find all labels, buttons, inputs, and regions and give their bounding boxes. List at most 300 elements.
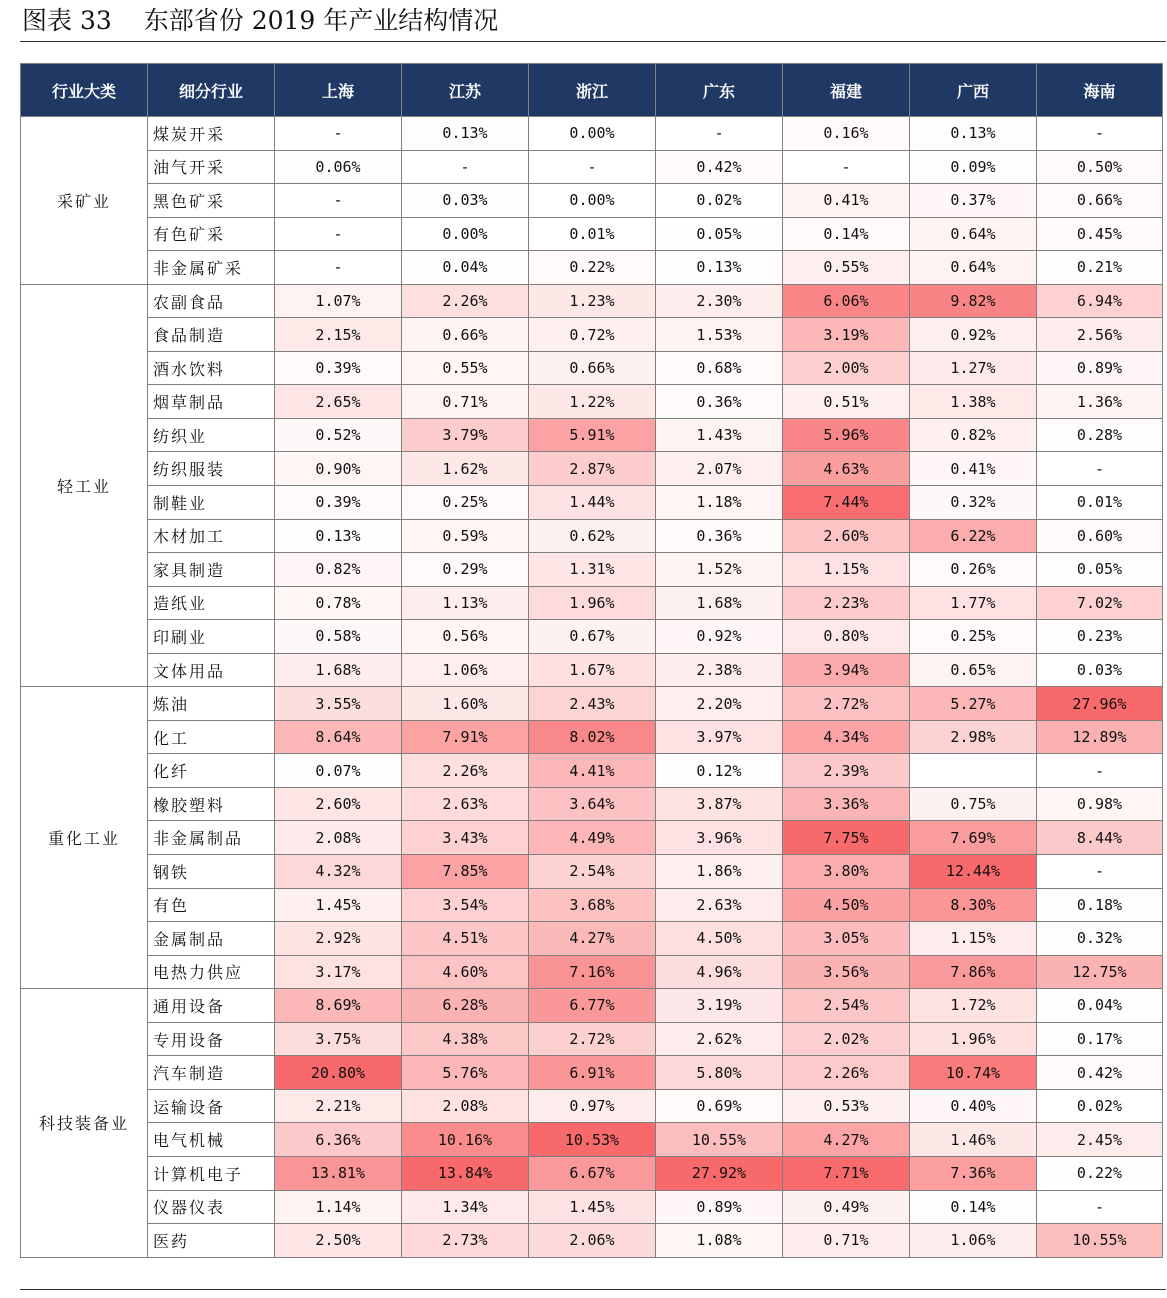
- value-cell: 6.36%: [275, 1123, 402, 1157]
- value-cell: 0.01%: [529, 217, 656, 251]
- value-cell: 0.52%: [275, 418, 402, 452]
- value-cell: 7.69%: [910, 821, 1037, 855]
- value-cell: 0.55%: [402, 351, 529, 385]
- header-row: [21, 64, 1163, 117]
- value-cell: 0.51%: [783, 385, 910, 419]
- value-cell: 1.44%: [529, 486, 656, 520]
- header-cell: 行业大类: [21, 64, 148, 117]
- value-cell: 7.85%: [402, 855, 529, 889]
- value-cell: 1.46%: [910, 1123, 1037, 1157]
- value-cell: 5.76%: [402, 1056, 529, 1090]
- value-cell: 0.36%: [656, 519, 783, 553]
- subindustry-cell: 造纸业: [148, 586, 275, 620]
- value-cell: 1.62%: [402, 452, 529, 486]
- value-cell: 0.09%: [910, 150, 1037, 184]
- value-cell: 0.21%: [1037, 251, 1163, 285]
- table-row: [21, 553, 1163, 587]
- table-row: [21, 1089, 1163, 1123]
- value-cell: 1.52%: [656, 553, 783, 587]
- value-cell: 0.13%: [656, 251, 783, 285]
- value-cell: -: [275, 184, 402, 218]
- value-cell: 0.00%: [529, 117, 656, 151]
- value-cell: 0.90%: [275, 452, 402, 486]
- value-cell: 2.54%: [529, 855, 656, 889]
- value-cell: 0.45%: [1037, 217, 1163, 251]
- table-row: [21, 653, 1163, 687]
- value-cell: 7.16%: [529, 955, 656, 989]
- value-cell: 0.16%: [783, 117, 910, 151]
- value-cell: 10.16%: [402, 1123, 529, 1157]
- value-cell: 7.71%: [783, 1156, 910, 1190]
- value-cell: 0.04%: [402, 251, 529, 285]
- value-cell: -: [275, 217, 402, 251]
- value-cell: 0.92%: [656, 620, 783, 654]
- value-cell: 2.38%: [656, 653, 783, 687]
- value-cell: 2.56%: [1037, 318, 1163, 352]
- value-cell: 1.18%: [656, 486, 783, 520]
- table-row: [21, 1156, 1163, 1190]
- value-cell: 0.72%: [529, 318, 656, 352]
- value-cell: 2.43%: [529, 687, 656, 721]
- value-cell: 0.13%: [910, 117, 1037, 151]
- value-cell: 2.20%: [656, 687, 783, 721]
- category-cell: 重化工业: [21, 687, 148, 989]
- value-cell: 0.01%: [1037, 486, 1163, 520]
- value-cell: 10.53%: [529, 1123, 656, 1157]
- value-cell: 6.77%: [529, 989, 656, 1023]
- value-cell: 0.37%: [910, 184, 1037, 218]
- subindustry-cell: 文体用品: [148, 653, 275, 687]
- subindustry-cell: 化工: [148, 720, 275, 754]
- value-cell: 0.80%: [783, 620, 910, 654]
- value-cell: 0.58%: [275, 620, 402, 654]
- value-cell: 0.32%: [910, 486, 1037, 520]
- value-cell: 2.72%: [783, 687, 910, 721]
- value-cell: 2.06%: [529, 1224, 656, 1258]
- value-cell: 0.13%: [402, 117, 529, 151]
- value-cell: 3.96%: [656, 821, 783, 855]
- value-cell: 3.43%: [402, 821, 529, 855]
- value-cell: 0.49%: [783, 1190, 910, 1224]
- table-row: [21, 955, 1163, 989]
- value-cell: 0.89%: [656, 1190, 783, 1224]
- top-rule: [20, 41, 1166, 42]
- value-cell: 2.07%: [656, 452, 783, 486]
- value-cell: 5.96%: [783, 418, 910, 452]
- value-cell: 3.17%: [275, 955, 402, 989]
- subindustry-cell: 炼油: [148, 687, 275, 721]
- value-cell: 1.53%: [656, 318, 783, 352]
- value-cell: 1.43%: [656, 418, 783, 452]
- table-row: [21, 989, 1163, 1023]
- value-cell: 0.42%: [656, 150, 783, 184]
- subindustry-cell: 专用设备: [148, 1022, 275, 1056]
- value-cell: 0.97%: [529, 1089, 656, 1123]
- value-cell: -: [1037, 1190, 1163, 1224]
- value-cell: 2.08%: [275, 821, 402, 855]
- table-row: [21, 720, 1163, 754]
- category-cell: 科技装备业: [21, 989, 148, 1257]
- header-cell: 江苏: [402, 64, 529, 117]
- category-cell: 轻工业: [21, 284, 148, 687]
- table-row: [21, 620, 1163, 654]
- value-cell: 13.84%: [402, 1156, 529, 1190]
- value-cell: 5.27%: [910, 687, 1037, 721]
- value-cell: 3.80%: [783, 855, 910, 889]
- subindustry-cell: 纺织业: [148, 418, 275, 452]
- value-cell: -: [275, 117, 402, 151]
- value-cell: 6.91%: [529, 1056, 656, 1090]
- value-cell: 3.19%: [783, 318, 910, 352]
- value-cell: 1.34%: [402, 1190, 529, 1224]
- value-cell: 0.56%: [402, 620, 529, 654]
- value-cell: 0.39%: [275, 351, 402, 385]
- table-row: [21, 821, 1163, 855]
- table-row: [21, 1190, 1163, 1224]
- value-cell: -: [1037, 117, 1163, 151]
- value-cell: 0.29%: [402, 553, 529, 587]
- subindustry-cell: 家具制造: [148, 553, 275, 587]
- value-cell: 4.96%: [656, 955, 783, 989]
- value-cell: 2.23%: [783, 586, 910, 620]
- table-row: [21, 1123, 1163, 1157]
- value-cell: 8.30%: [910, 888, 1037, 922]
- figure-number: 图表 33: [22, 6, 112, 35]
- value-cell: 0.26%: [910, 553, 1037, 587]
- value-cell: 0.65%: [910, 653, 1037, 687]
- value-cell: 13.81%: [275, 1156, 402, 1190]
- value-cell: 0.60%: [1037, 519, 1163, 553]
- value-cell: 1.23%: [529, 284, 656, 318]
- value-cell: 2.63%: [656, 888, 783, 922]
- table-row: [21, 418, 1163, 452]
- value-cell: 0.64%: [910, 251, 1037, 285]
- value-cell: 2.87%: [529, 452, 656, 486]
- value-cell: 4.27%: [529, 922, 656, 956]
- subindustry-cell: 金属制品: [148, 922, 275, 956]
- value-cell: 1.06%: [402, 653, 529, 687]
- value-cell: 0.62%: [529, 519, 656, 553]
- value-cell: 1.86%: [656, 855, 783, 889]
- value-cell: 1.68%: [656, 586, 783, 620]
- value-cell: 2.26%: [402, 754, 529, 788]
- figure-title: [22, 4, 498, 38]
- value-cell: 0.98%: [1037, 787, 1163, 821]
- value-cell: 1.07%: [275, 284, 402, 318]
- value-cell: 2.08%: [402, 1089, 529, 1123]
- value-cell: 3.19%: [656, 989, 783, 1023]
- value-cell: 0.32%: [1037, 922, 1163, 956]
- value-cell: 3.54%: [402, 888, 529, 922]
- subindustry-cell: 运输设备: [148, 1089, 275, 1123]
- value-cell: 3.64%: [529, 787, 656, 821]
- value-cell: 1.15%: [783, 553, 910, 587]
- value-cell: 7.75%: [783, 821, 910, 855]
- value-cell: 2.50%: [275, 1224, 402, 1258]
- value-cell: 6.67%: [529, 1156, 656, 1190]
- value-cell: 1.36%: [1037, 385, 1163, 419]
- value-cell: 4.50%: [656, 922, 783, 956]
- subindustry-cell: 钢铁: [148, 855, 275, 889]
- table-row: [21, 117, 1163, 151]
- value-cell: -: [656, 117, 783, 151]
- value-cell: 1.72%: [910, 989, 1037, 1023]
- value-cell: 12.89%: [1037, 720, 1163, 754]
- value-cell: [910, 754, 1037, 788]
- value-cell: 0.66%: [1037, 184, 1163, 218]
- value-cell: 8.64%: [275, 720, 402, 754]
- value-cell: -: [275, 251, 402, 285]
- value-cell: 0.00%: [402, 217, 529, 251]
- subindustry-cell: 非金属制品: [148, 821, 275, 855]
- value-cell: 9.82%: [910, 284, 1037, 318]
- value-cell: 0.07%: [275, 754, 402, 788]
- subindustry-cell: 印刷业: [148, 620, 275, 654]
- value-cell: 0.42%: [1037, 1056, 1163, 1090]
- value-cell: 2.62%: [656, 1022, 783, 1056]
- value-cell: 7.91%: [402, 720, 529, 754]
- value-cell: 7.86%: [910, 955, 1037, 989]
- value-cell: 3.05%: [783, 922, 910, 956]
- value-cell: 4.38%: [402, 1022, 529, 1056]
- subindustry-cell: 非金属矿采: [148, 251, 275, 285]
- value-cell: 4.50%: [783, 888, 910, 922]
- value-cell: 0.23%: [1037, 620, 1163, 654]
- value-cell: 0.75%: [910, 787, 1037, 821]
- value-cell: 2.54%: [783, 989, 910, 1023]
- value-cell: 1.77%: [910, 586, 1037, 620]
- value-cell: 0.89%: [1037, 351, 1163, 385]
- value-cell: 0.78%: [275, 586, 402, 620]
- value-cell: 0.06%: [275, 150, 402, 184]
- value-cell: 0.41%: [783, 184, 910, 218]
- table-row: [21, 687, 1163, 721]
- value-cell: 6.28%: [402, 989, 529, 1023]
- value-cell: 2.60%: [275, 787, 402, 821]
- value-cell: 5.80%: [656, 1056, 783, 1090]
- value-cell: 3.79%: [402, 418, 529, 452]
- value-cell: 3.87%: [656, 787, 783, 821]
- table-row: [21, 284, 1163, 318]
- value-cell: 3.75%: [275, 1022, 402, 1056]
- value-cell: 0.13%: [275, 519, 402, 553]
- table-row: [21, 385, 1163, 419]
- subindustry-cell: 油气开采: [148, 150, 275, 184]
- value-cell: 4.27%: [783, 1123, 910, 1157]
- subindustry-cell: 通用设备: [148, 989, 275, 1023]
- value-cell: 0.03%: [1037, 653, 1163, 687]
- value-cell: 8.02%: [529, 720, 656, 754]
- value-cell: 0.14%: [910, 1190, 1037, 1224]
- subindustry-cell: 农副食品: [148, 284, 275, 318]
- value-cell: 3.36%: [783, 787, 910, 821]
- value-cell: 2.73%: [402, 1224, 529, 1258]
- subindustry-cell: 橡胶塑料: [148, 787, 275, 821]
- subindustry-cell: 有色: [148, 888, 275, 922]
- bottom-rule: [20, 1289, 1166, 1290]
- value-cell: 3.97%: [656, 720, 783, 754]
- value-cell: 0.36%: [656, 385, 783, 419]
- value-cell: 0.05%: [1037, 553, 1163, 587]
- value-cell: 0.41%: [910, 452, 1037, 486]
- value-cell: 1.67%: [529, 653, 656, 687]
- value-cell: 10.55%: [656, 1123, 783, 1157]
- value-cell: 0.40%: [910, 1089, 1037, 1123]
- value-cell: -: [783, 150, 910, 184]
- value-cell: 0.82%: [910, 418, 1037, 452]
- value-cell: -: [529, 150, 656, 184]
- table-row: [21, 486, 1163, 520]
- subindustry-cell: 仪器仪表: [148, 1190, 275, 1224]
- value-cell: 7.02%: [1037, 586, 1163, 620]
- value-cell: 1.31%: [529, 553, 656, 587]
- value-cell: 0.55%: [783, 251, 910, 285]
- value-cell: 6.06%: [783, 284, 910, 318]
- table-row: [21, 150, 1163, 184]
- value-cell: 1.06%: [910, 1224, 1037, 1258]
- value-cell: -: [1037, 754, 1163, 788]
- table-row: [21, 1056, 1163, 1090]
- value-cell: 2.00%: [783, 351, 910, 385]
- value-cell: 1.14%: [275, 1190, 402, 1224]
- value-cell: 2.26%: [402, 284, 529, 318]
- subindustry-cell: 烟草制品: [148, 385, 275, 419]
- value-cell: 0.22%: [529, 251, 656, 285]
- header-cell: 广西: [910, 64, 1037, 117]
- header-cell: 海南: [1037, 64, 1163, 117]
- table-row: [21, 217, 1163, 251]
- subindustry-cell: 纺织服装: [148, 452, 275, 486]
- category-cell: 采矿业: [21, 117, 148, 285]
- table-row: [21, 251, 1163, 285]
- value-cell: 3.56%: [783, 955, 910, 989]
- value-cell: 1.27%: [910, 351, 1037, 385]
- table-row: [21, 351, 1163, 385]
- subindustry-cell: 黑色矿采: [148, 184, 275, 218]
- value-cell: 3.94%: [783, 653, 910, 687]
- value-cell: 0.17%: [1037, 1022, 1163, 1056]
- value-cell: 0.50%: [1037, 150, 1163, 184]
- industry-structure-table: [20, 63, 1163, 1258]
- header-cell: 细分行业: [148, 64, 275, 117]
- table-row: [21, 855, 1163, 889]
- value-cell: 2.21%: [275, 1089, 402, 1123]
- value-cell: 0.18%: [1037, 888, 1163, 922]
- value-cell: 0.64%: [910, 217, 1037, 251]
- subindustry-cell: 汽车制造: [148, 1056, 275, 1090]
- value-cell: 4.63%: [783, 452, 910, 486]
- value-cell: 0.53%: [783, 1089, 910, 1123]
- value-cell: 5.91%: [529, 418, 656, 452]
- value-cell: 1.60%: [402, 687, 529, 721]
- value-cell: 0.25%: [910, 620, 1037, 654]
- subindustry-cell: 制鞋业: [148, 486, 275, 520]
- value-cell: 10.55%: [1037, 1224, 1163, 1258]
- value-cell: 0.25%: [402, 486, 529, 520]
- value-cell: 1.45%: [275, 888, 402, 922]
- subindustry-cell: 有色矿采: [148, 217, 275, 251]
- value-cell: 1.45%: [529, 1190, 656, 1224]
- value-cell: 12.44%: [910, 855, 1037, 889]
- value-cell: -: [1037, 452, 1163, 486]
- header-cell: 浙江: [529, 64, 656, 117]
- value-cell: 2.45%: [1037, 1123, 1163, 1157]
- subindustry-cell: 煤炭开采: [148, 117, 275, 151]
- figure-caption: 东部省份 2019 年产业结构情况: [143, 6, 499, 35]
- value-cell: 27.92%: [656, 1156, 783, 1190]
- value-cell: 8.44%: [1037, 821, 1163, 855]
- table-row: [21, 787, 1163, 821]
- table-row: [21, 1224, 1163, 1258]
- value-cell: 4.41%: [529, 754, 656, 788]
- value-cell: 2.72%: [529, 1022, 656, 1056]
- value-cell: 0.02%: [1037, 1089, 1163, 1123]
- value-cell: 0.92%: [910, 318, 1037, 352]
- subindustry-cell: 医药: [148, 1224, 275, 1258]
- value-cell: 0.28%: [1037, 418, 1163, 452]
- table-row: [21, 452, 1163, 486]
- table-row: [21, 922, 1163, 956]
- table-row: [21, 888, 1163, 922]
- value-cell: 0.39%: [275, 486, 402, 520]
- value-cell: 1.38%: [910, 385, 1037, 419]
- value-cell: 0.59%: [402, 519, 529, 553]
- header-cell: 福建: [783, 64, 910, 117]
- header-cell: 广东: [656, 64, 783, 117]
- value-cell: 4.32%: [275, 855, 402, 889]
- value-cell: 1.96%: [910, 1022, 1037, 1056]
- value-cell: 1.22%: [529, 385, 656, 419]
- value-cell: 7.36%: [910, 1156, 1037, 1190]
- value-cell: 20.80%: [275, 1056, 402, 1090]
- value-cell: 3.55%: [275, 687, 402, 721]
- value-cell: -: [1037, 855, 1163, 889]
- value-cell: 0.66%: [529, 351, 656, 385]
- subindustry-cell: 木材加工: [148, 519, 275, 553]
- value-cell: 1.13%: [402, 586, 529, 620]
- subindustry-cell: 计算机电子: [148, 1156, 275, 1190]
- value-cell: 0.04%: [1037, 989, 1163, 1023]
- value-cell: 0.12%: [656, 754, 783, 788]
- value-cell: 3.68%: [529, 888, 656, 922]
- value-cell: 8.69%: [275, 989, 402, 1023]
- value-cell: 1.15%: [910, 922, 1037, 956]
- subindustry-cell: 电热力供应: [148, 955, 275, 989]
- value-cell: 0.03%: [402, 184, 529, 218]
- table-row: [21, 519, 1163, 553]
- value-cell: 2.60%: [783, 519, 910, 553]
- table-row: [21, 586, 1163, 620]
- table-row: [21, 754, 1163, 788]
- value-cell: 4.51%: [402, 922, 529, 956]
- table-body: [21, 117, 1163, 1258]
- value-cell: 1.08%: [656, 1224, 783, 1258]
- value-cell: 2.30%: [656, 284, 783, 318]
- value-cell: 0.71%: [783, 1224, 910, 1258]
- value-cell: 0.00%: [529, 184, 656, 218]
- value-cell: 2.15%: [275, 318, 402, 352]
- subindustry-cell: 食品制造: [148, 318, 275, 352]
- subindustry-cell: 电气机械: [148, 1123, 275, 1157]
- value-cell: 2.63%: [402, 787, 529, 821]
- table-row: [21, 1022, 1163, 1056]
- value-cell: 10.74%: [910, 1056, 1037, 1090]
- value-cell: -: [402, 150, 529, 184]
- subindustry-cell: 酒水饮料: [148, 351, 275, 385]
- value-cell: 2.98%: [910, 720, 1037, 754]
- value-cell: 1.68%: [275, 653, 402, 687]
- value-cell: 2.39%: [783, 754, 910, 788]
